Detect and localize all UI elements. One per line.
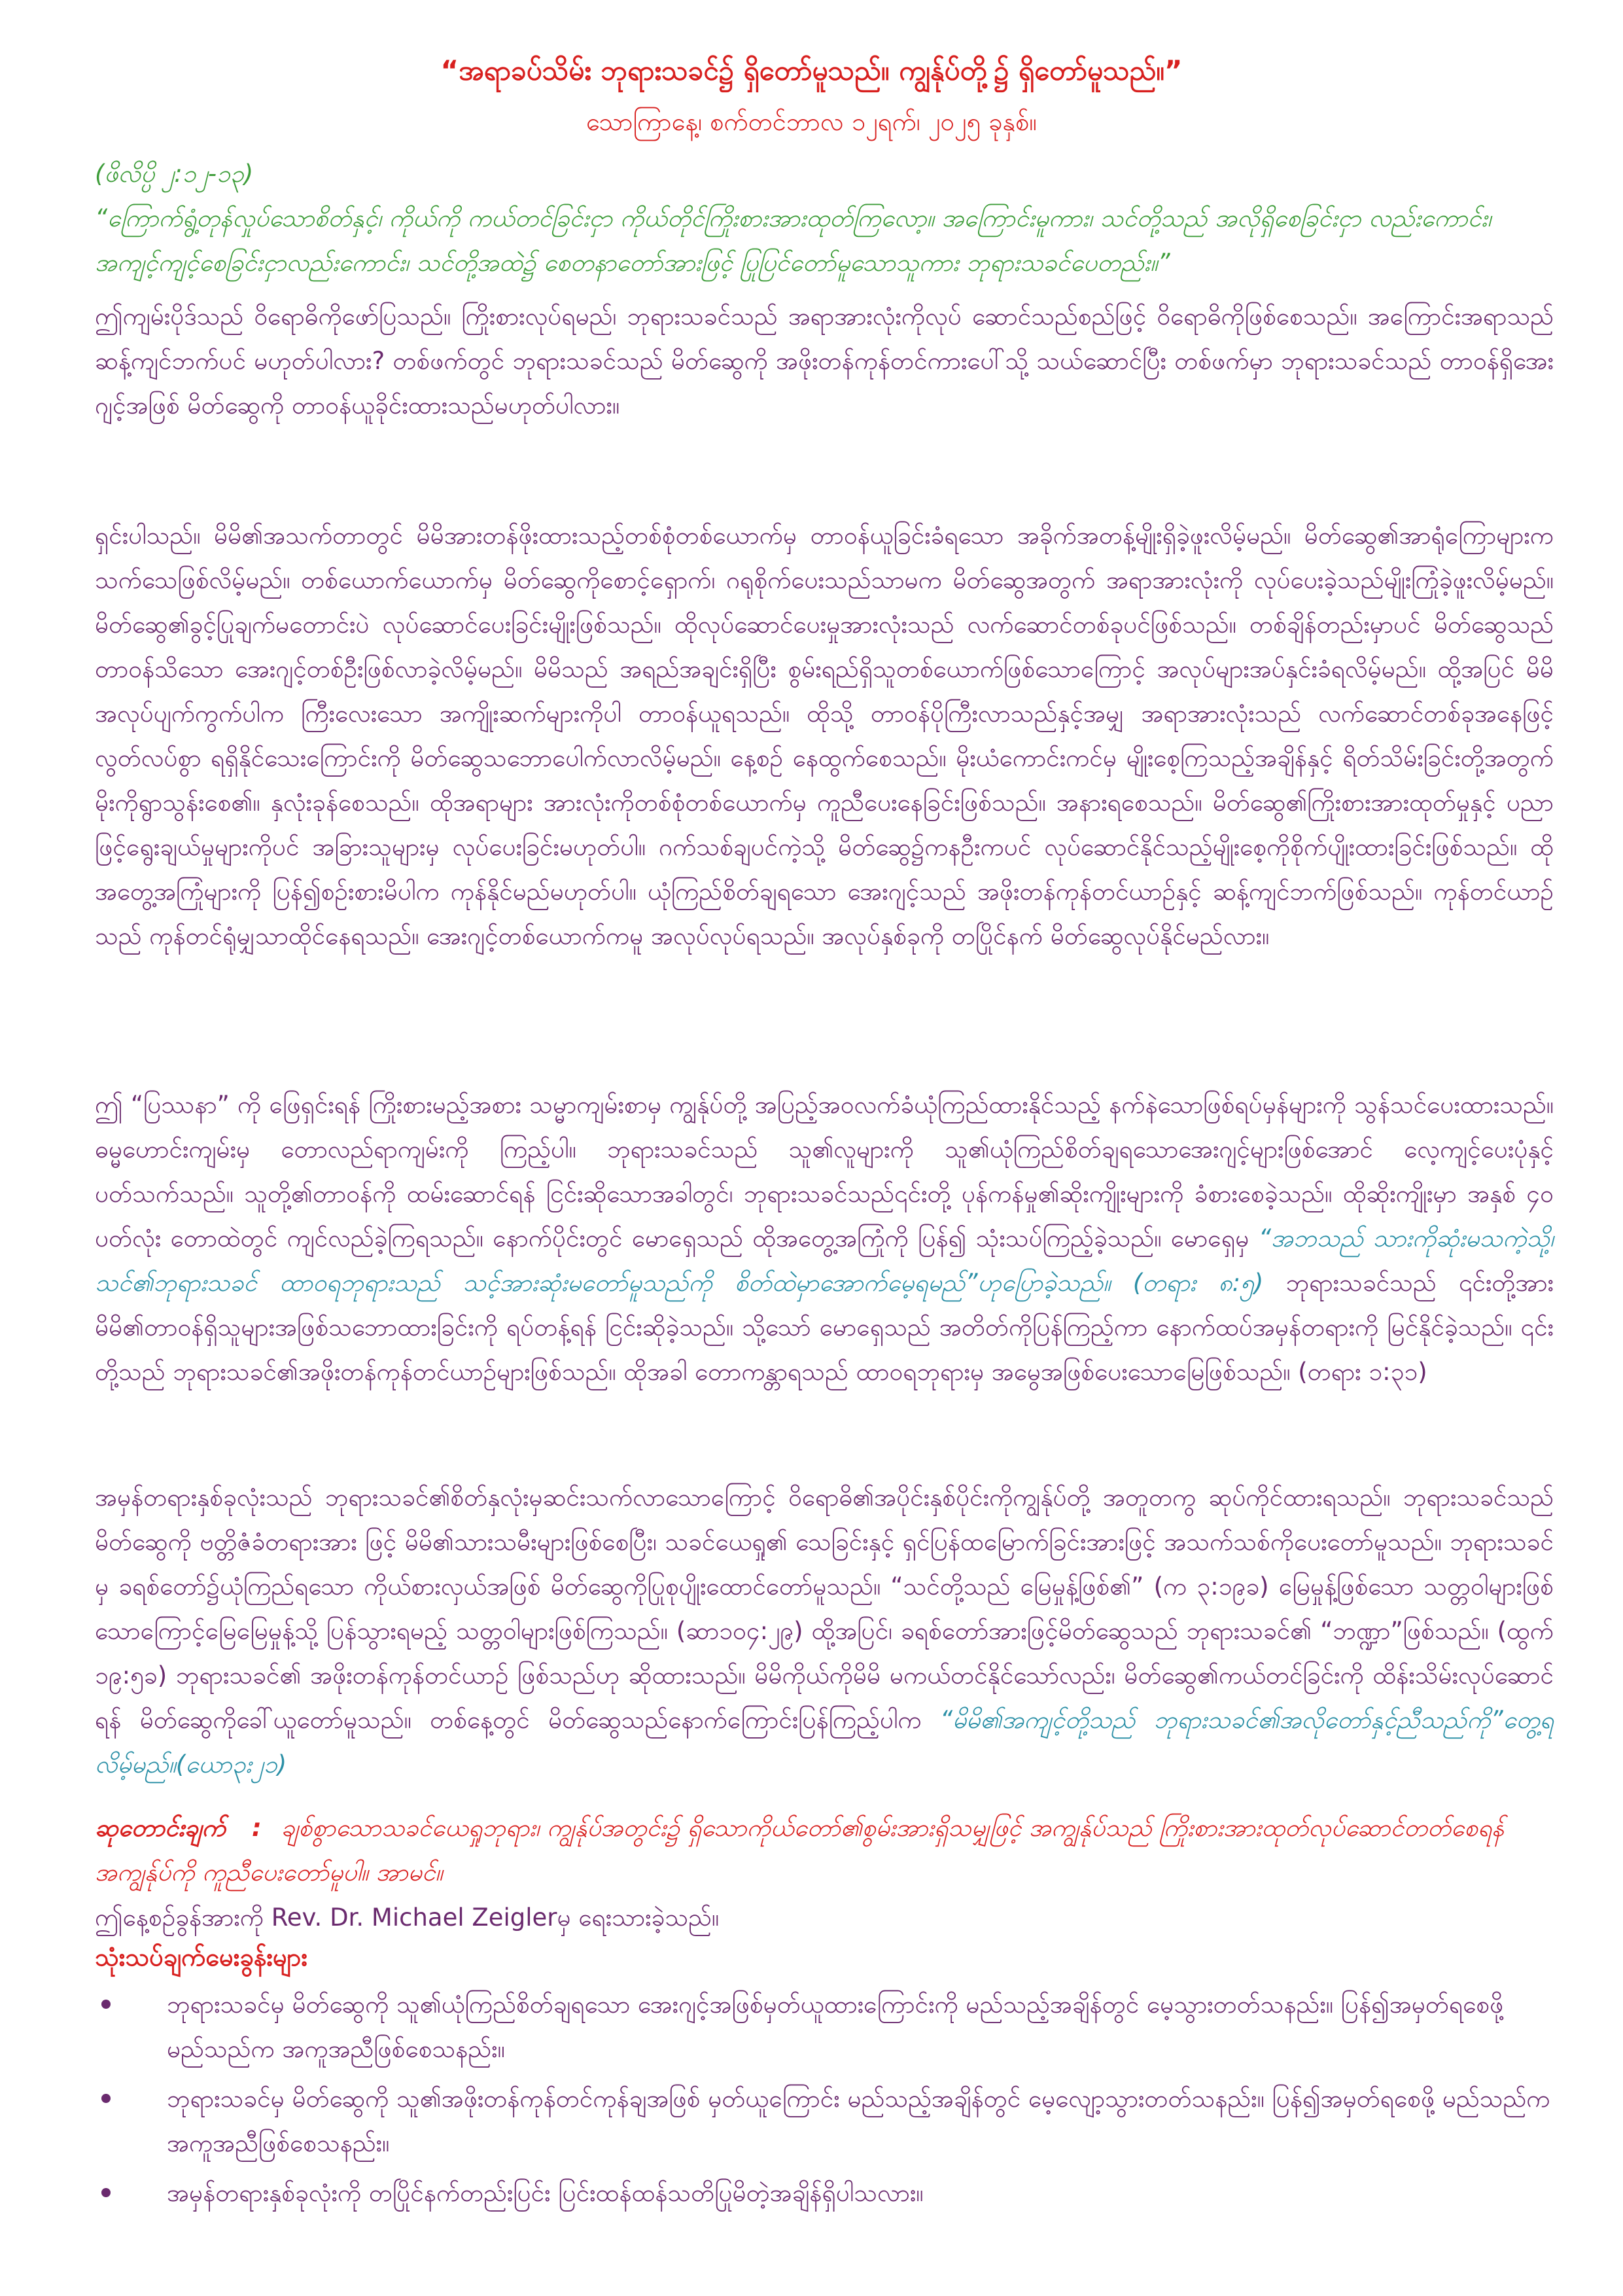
scripture-reference: (ဖိလိပ္ပိ ၂:၁၂-၁၃) xyxy=(95,160,254,188)
questions-heading: သုံးသပ်ချက်မေးခွန်းများ xyxy=(95,1943,308,1971)
reflection-questions-list xyxy=(95,1983,1554,2221)
prayer-colon: : xyxy=(251,1814,262,1842)
question-text: ဘုရားသခင်မှ မိတ်ဆွေကို သူ၏အဖိုးတန်ကုန်တင်ကုန်ချအဖြစ် မှတ်ယူကြောင်း မည်သည့်အချိန်တွင် မေ့လျော့သွားတတ်သနည်း။ ပြန်၍အမှတ်ရစေဖို့ မည်သည်က အကူအညီဖြစ်စေသနည်း။ xyxy=(167,2085,1550,2157)
list-item xyxy=(95,2171,1554,2216)
bullet-icon xyxy=(101,2094,111,2103)
list-item xyxy=(95,2077,1554,2166)
moses-quote: “အဘသည် သားကိုဆုံးမသကဲ့သို့၊ သင်၏ဘုရားသခင် ထာဝရဘုရားသည် သင့်အားဆုံးမတော်မူသည်ကို စိတ်ထဲမှာအောက်မေ့ရမည်”ဟုပြောခဲ့သည်။ (တရား ၈:၅) xyxy=(95,1224,1554,1297)
body-paragraph-2: ရှင်းပါသည်။ မိမိ၏အသက်တာတွင် မိမိအားတန်ဖိုးထားသည့်တစ်စုံတစ်ယောက်မှ တာဝန်ယူခြင်းခံရသော အခိုက်အတန့်မျိုးရှိခဲ့ဖူးလိမ့်မည်။ မိတ်ဆွေ၏အာရုံကြောများက သက်သေဖြစ်လိမ့်မည်။ တစ်ယောက်ယောက်မှ မိတ်ဆွေကိုစောင့်ရှောက်၊ ဂရုစိုက်ပေးသည်သာမက မိတ်ဆွေအတွက် အရာအားလုံးကို လုပ်ပေးခဲ့သည်မျိုးကြုံခဲ့ဖူးလိမ့်မည်။ မိတ်ဆွေ၏ခွင့်ပြုချက်မတောင်းပဲ လုပ်ဆောင်ပေးခြင်းမျိုးဖြစ်သည်။ ထိုလုပ်ဆောင်ပေးမှုအားလုံးသည် လက်ဆောင်တစ်ခုပင်ဖြစ်သည်။ တစ်ချိန်တည်းမှာပင် မိတ်ဆွေသည် တာဝန်သိသော အေးဂျင့်တစ်ဦးဖြစ်လာခဲ့လိမ့်မည်။ မိမိသည် အရည်အချင်းရှိပြီး စွမ်းရည်ရှိသူတစ်ယောက်ဖြစ်သောကြောင့် အလုပ်များအပ်နှင်းခံရလိမ့်မည်။ ထို့အပြင် မိမိအလုပ်ပျက်ကွက်ပါက ကြီးလေးသော အကျိုးဆက်များကိုပါ တာဝန်ယူရသည်။ ထိုသို့ တာဝန်ပိုကြီးလာသည်နှင့်အမျှ အရာအားလုံးသည် လက်ဆောင်တစ်ခုအနေဖြင့် လွတ်လပ်စွာ ရရှိနိုင်သေးကြောင်းကို မိတ်ဆွေသဘောပေါက်လာလိမ့်မည်။ နေ့စဉ် နေထွက်စေသည်။ မိုးယံကောင်းကင်မှ မျိုးစေ့ကြသည့်အချိန်နှင့် ရိတ်သိမ်းခြင်းတို့အတွက် မိုးကိုရွာသွန်းစေ၏။ နှလုံးခုန်စေသည်။ ထိုအရာများ အားလုံးကိုတစ်စုံတစ်ယောက်မှ ကူညီပေးနေခြင်းဖြစ်သည်။ အနားရစေသည်။ မိတ်ဆွေ၏ကြိုးစားအားထုတ်မှုနှင့် ပညာဖြင့်ရွေးချယ်မှုများကိုပင် အခြားသူများမှ လုပ်ပေးခြင်းမဟုတ်ပါ။ ဂက်သစ်ချပင်ကဲ့သို့ မိတ်ဆွေ၌ကနဦးကပင် လုပ်ဆောင်နိုင်သည့်မျိုးစေ့ကိုစိုက်ပျိုးထားခြင်းဖြစ်သည်။ ထိုအတွေ့အကြုံများကို ပြန်၍စဉ်းစားမိပါက ကုန်နိုင်မည်မဟုတ်ပါ။ ယုံကြည်စိတ်ချရသော အေးဂျင့်သည် အဖိုးတန်ကုန်တင်ယာဉ်နှင့် ဆန့်ကျင်ဘက်ဖြစ်သည်။ ကုန်တင်ယာဉ်သည် ကုန်တင်ရုံမျှသာထိုင်နေရသည်။ အေးဂျင့်တစ်ယောက်ကမူ အလုပ်လုပ်ရသည်။ အလုပ်နှစ်ခုကို တပြိုင်နက် မိတ်ဆွေလုပ်နိုင်မည်လား။ xyxy=(95,521,1554,950)
date-line: သောကြာနေ့၊ စက်တင်ဘာလ ၁၂ရက်၊ ၂၀၂၅ ခုနှစ်။ xyxy=(586,107,1037,136)
bullet-icon xyxy=(101,2000,111,2009)
question-text: ဘုရားသခင်မှ မိတ်ဆွေကို သူ၏ယုံကြည်စိတ်ချရသော အေးဂျင့်အဖြစ်မှတ်ယူထားကြောင်းကို မည်သည့်အချိန်တွင် မေ့သွားတတ်သနည်း။ ပြန်၍အမှတ်ရစေဖို့ မည်သည်က အကူအညီဖြစ်စေသနည်း။ xyxy=(167,1990,1504,2063)
prayer-section xyxy=(95,1806,1554,1895)
scripture-text: “ကြောက်ရွံ့တုန်လှုပ်သောစိတ်နှင့်၊ ကိုယ်ကို ကယ်တင်ခြင်းငှာ ကိုယ်တိုင်ကြိုးစားအားထုတ်ကြလော့။ အကြောင်းမူကား၊ သင်တို့သည် အလိုရှိစေခြင်းငှာ လည်းကောင်း၊ အကျင့်ကျင့်စေခြင်းငှာလည်းကောင်း၊ သင်တို့အထဲ၌ စေတနာတော်အားဖြင့် ပြုပြင်တော်မူသောသူကား ဘုရားသခင်ပေတည်း။” xyxy=(95,204,1492,277)
author-credit: ဤနေ့စဉ်ခွန်အားကို Rev. Dr. Michael Zeiglerမှ ရေးသားခဲ့သည်။ xyxy=(95,1903,720,1932)
paragraph-4-text: အမှန်တရားနှစ်ခုလုံးသည် ဘုရားသခင်၏စိတ်နှလုံးမှဆင်းသက်လာသောကြောင့် ဝိရောဓိ၏အပိုင်းနှစ်ပိုင်းကိုကျွန်ုပ်တို့ အတူတကွ ဆုပ်ကိုင်ထားရသည်။ ဘုရားသခင်သည် မိတ်ဆွေကို ဗတ္တိဇံခံတရားအား ဖြင့် မိမိ၏သားသမီးများဖြစ်စေပြီး၊ သခင်ယေရှု၏ သေခြင်းနှင့် ရှင်ပြန်ထမြောက်ခြင်းအားဖြင့် အသက်သစ်ကိုပေးတော်မူသည်။ ဘုရားသခင်မှ ခရစ်တော်၌ယုံကြည်ရသော ကိုယ်စားလှယ်အဖြစ် မိတ်ဆွေကိုပြုစုပျိုးထောင်တော်မူသည်။ “သင်တို့သည် မြေမှုန့်ဖြစ်၏” (က ၃:၁၉ခ) မြေမှုန့်ဖြစ်သော သတ္တဝါများဖြစ်သောကြောင့်မြေမြေမှုန့်သို့ ပြန်သွားရမည့် သတ္တဝါများဖြစ်ကြသည်။ (ဆာ၁၀၄:၂၉) ထို့အပြင်၊ ခရစ်တော်အားဖြင့်မိတ်ဆွေသည် ဘုရားသခင်၏ “ဘဏ္ဍာ”ဖြစ်သည်။ (ထွက် ၁၉:၅ခ) ဘုရားသခင်၏ အဖိုးတန်ကုန်တင်ယာဉ် ဖြစ်သည်ဟု ဆိုထားသည်။ မိမိကိုယ်ကိုမိမိ မကယ်တင်နိုင်သော်လည်း၊ မိတ်ဆွေ၏ကယ်တင်ခြင်းကို ထိန်းသိမ်းလုပ်ဆောင်ရန် မိတ်ဆွေကိုခေါ်ယူတော်မူသည်။ တစ်နေ့တွင် မိတ်ဆွေသည်နောက်ကြောင်းပြန်ကြည့်ပါက xyxy=(95,1483,1554,1734)
list-item xyxy=(95,1983,1554,2072)
page-title: “အရာခပ်သိမ်း ဘုရားသခင်၌ ရှိတော်မူသည်။ ကျွန်ုပ်တို့၌ ရှိတော်မူသည်။” xyxy=(440,54,1183,86)
bullet-icon xyxy=(101,2188,111,2197)
paragraph-3-text-a: ဤ “ပြဿနာ” ကို ဖြေရှင်းရန် ကြိုးစားမည့်အစား သမ္မာကျမ်းစာမှ ကျွန်ုပ်တို့ အပြည့်အဝလက်ခံယုံကြည်ထားနိုင်သည့် နက်နဲသောဖြစ်ရပ်မှန်များကို သွန်သင်ပေးထားသည်။ ဓမ္မဟောင်းကျမ်းမှ တောလည်ရာကျမ်းကို ကြည့်ပါ။ ဘုရားသခင်သည် သူ၏လူများကို သူ၏ယုံကြည်စိတ်ချရသောအေးဂျင့်များဖြစ်အောင် လေ့ကျင့်ပေးပုံနှင့် ပတ်သက်သည်။ သူတို့၏တာဝန်ကို ထမ်းဆောင်ရန် ငြင်းဆိုသောအခါတွင်၊ ဘုရားသခင်သည်၎င်းတို့ ပုန်ကန်မှု၏ဆိုးကျိုးများကို ခံစားစေခဲ့သည်။ ထိုဆိုးကျိုးမှာ အနှစ် ၄၀ ပတ်လုံး တောထဲတွင် ကျင်လည်ခဲ့ကြရသည်။ နောက်ပိုင်းတွင် မောရှေသည် ထိုအတွေ့အကြုံကို ပြန်၍ သုံးသပ်ကြည့်ခဲ့သည်။ မောရှေမှ xyxy=(95,1091,1554,1252)
body-paragraph-1: ဤကျမ်းပိုဒ်သည် ဝိရောဓိကိုဖော်ပြသည်။ ကြိုးစားလုပ်ရမည်၊ ဘုရားသခင်သည် အရာအားလုံးကိုလုပ် ဆောင်သည်စည်ဖြင့် ဝိရောဓိကိုဖြစ်စေသည်။ အကြောင်းအရာသည် ဆန့်ကျင်ဘက်ပင် မဟုတ်ပါလား? တစ်ဖက်တွင် ဘုရားသခင်သည် မိတ်ဆွေကို အဖိုးတန်ကုန်တင်ကားပေါ်သို့ သယ်ဆောင်ပြီး တစ်ဖက်မှာ ဘုရားသခင်သည် တာဝန်ရှိအေးဂျင့်အဖြစ် မိတ်ဆွေကို တာဝန်ယူခိုင်းထားသည်မဟုတ်ပါလား။ xyxy=(95,302,1554,419)
body-paragraph-3 xyxy=(95,1083,1554,1394)
question-text: အမှန်တရားနှစ်ခုလုံးကို တပြိုင်နက်တည်းပြင်း ပြင်းထန်ထန်သတိပြုမိတဲ့အချိန်ရှိပါသလား။ xyxy=(167,2179,924,2207)
prayer-label: ဆုတောင်းချက် xyxy=(95,1814,226,1842)
paragraph-3-text-b: ဘုရားသခင်သည် ၎င်းတို့အား မိမိ၏တာဝန်ရှိသူများအဖြစ်သဘောထားခြင်းကို ရပ်တန့်ရန် ငြင်းဆိုခဲ့သည်။ သို့သော် မောရှေသည် အတိတ်ကိုပြန်ကြည့်ကာ နောက်ထပ်အမှန်တရားကို မြင်နိုင်ခဲ့သည်။ ၎င်းတို့သည် ဘုရားသခင်၏အဖိုးတန်ကုန်တင်ယာဉ်များဖြစ်သည်။ ထိုအခါ တောကန္တာရသည် ထာဝရဘုရားမှ အမွေအဖြစ်ပေးသောမြေဖြစ်သည်။ (တရား ၁:၃၁) xyxy=(95,1269,1554,1386)
closing-quote: “မိမိ၏အကျင့်တို့သည် ဘုရားသခင်၏အလိုတော်နှင့်ညီသည်ကို”တွေ့ရလိမ့်မည်။(ယော၃း၂၁) xyxy=(95,1706,1554,1778)
prayer-text: ချစ်စွာသောသခင်ယေရှုဘုရား၊ ကျွန်ုပ်အတွင်း၌ ရှိသောကိုယ်တော်၏စွမ်းအားရှိသမျှဖြင့် အကျွန်ုပ်သည် ကြိုးစားအားထုတ်လုပ်ဆောင်တတ်စေရန် အကျွန်ုပ်ကို ကူညီပေးတော်မူပါ။ အာမင်။ xyxy=(95,1814,1505,1886)
body-paragraph-4 xyxy=(95,1475,1554,1787)
